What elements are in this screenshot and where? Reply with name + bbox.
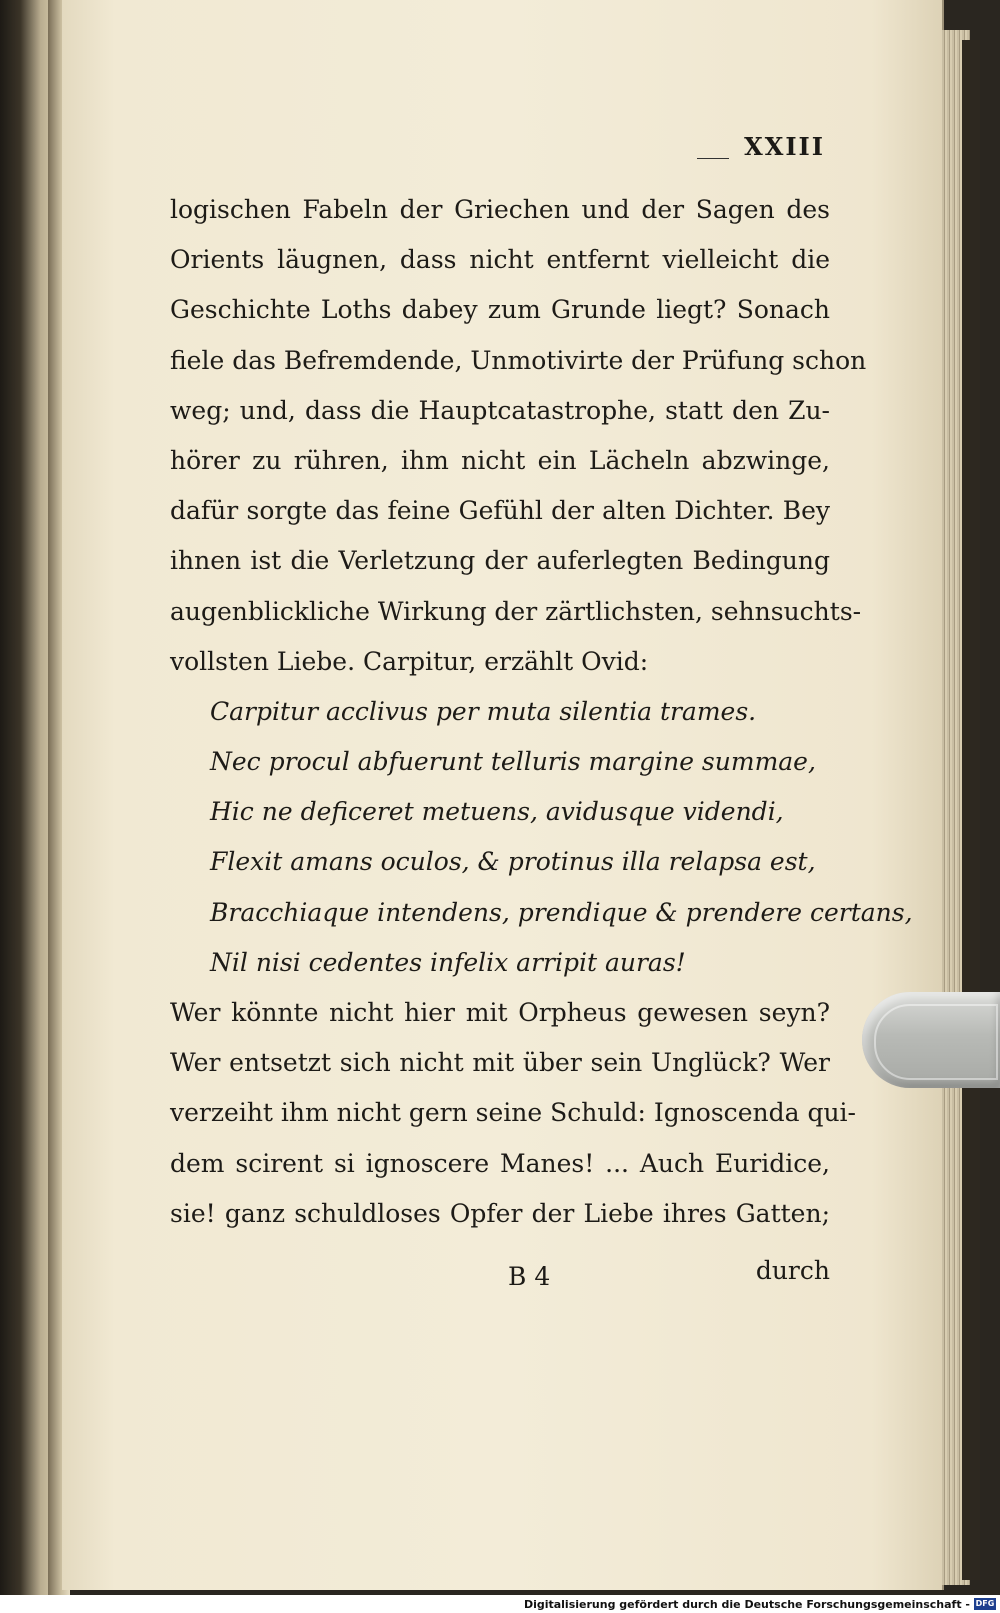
text-line: Orients läugnen, dass nicht entfernt vielleicht die: [170, 245, 830, 275]
page-footer: [170, 1256, 830, 1302]
text-line: augenblickliche Wirkung der zärtlichsten, sehnsuchts-: [170, 596, 862, 626]
text-line: weg; und, dass die Hauptcatastrophe, statt den Zu-: [170, 395, 830, 425]
page-clip: [862, 992, 1000, 1088]
body-text: [170, 185, 913, 1239]
dfg-logo: DFG: [975, 1599, 995, 1608]
text-line: Wer entsetzt sich nicht mit über sein Unglück? Wer: [170, 1048, 830, 1078]
verse-line: Carpitur acclivus per muta silentia trames.: [210, 696, 757, 726]
text-line: ihnen ist die Verletzung der auferlegten Bedingung: [170, 546, 830, 576]
verse-line: Nec procul abfuerunt telluris margine summae,: [210, 747, 816, 777]
signature-mark: B 4: [508, 1262, 551, 1291]
text-line: vollsten Liebe. Carpitur, erzählt Ovid:: [170, 646, 649, 676]
text-line: dem scirent si ignoscere Manes! ... Auch Euridice,: [170, 1148, 830, 1178]
text-line: logischen Fabeln der Griechen und der Sagen des: [170, 195, 830, 224]
verse-line: Bracchiaque intendens, prendique & prendere certans,: [210, 897, 913, 927]
credit-text: Digitalisierung gefördert durch die Deutsche Forschungsgemeinschaft -: [523, 1598, 970, 1611]
text-line: sie! ganz schuldloses Opfer der Liebe ihres Gatten;: [170, 1198, 830, 1228]
running-head-rule: [697, 158, 729, 159]
verse-line: Flexit amans oculos, & protinus illa relapsa est,: [210, 847, 816, 877]
text-line: verzeiht ihm nicht gern seine Schuld: Ignoscenda qui-: [170, 1098, 856, 1128]
verse-line: Hic ne deficeret metuens, avidusque videndi,: [210, 797, 784, 827]
text-line: Geschichte Loths dabey zum Grunde liegt? Sonach: [170, 295, 830, 325]
verse-line: Nil nisi cedentes infelix arripit auras!: [210, 947, 686, 977]
text-line: fiele das Befremdende, Unmotivirte der Prüfung schon: [170, 345, 867, 375]
text-line: Wer könnte nicht hier mit Orpheus gewesen seyn?: [170, 998, 830, 1027]
cover-edge: [962, 40, 980, 1580]
text-line: hörer zu rühren, ihm nicht ein Lächeln abzwinge,: [170, 445, 830, 475]
running-head: XXIII: [744, 132, 825, 161]
text-line: dafür sorgte das feine Gefühl der alten Dichter. Bey: [170, 496, 830, 526]
catchword: durch: [755, 1256, 830, 1285]
